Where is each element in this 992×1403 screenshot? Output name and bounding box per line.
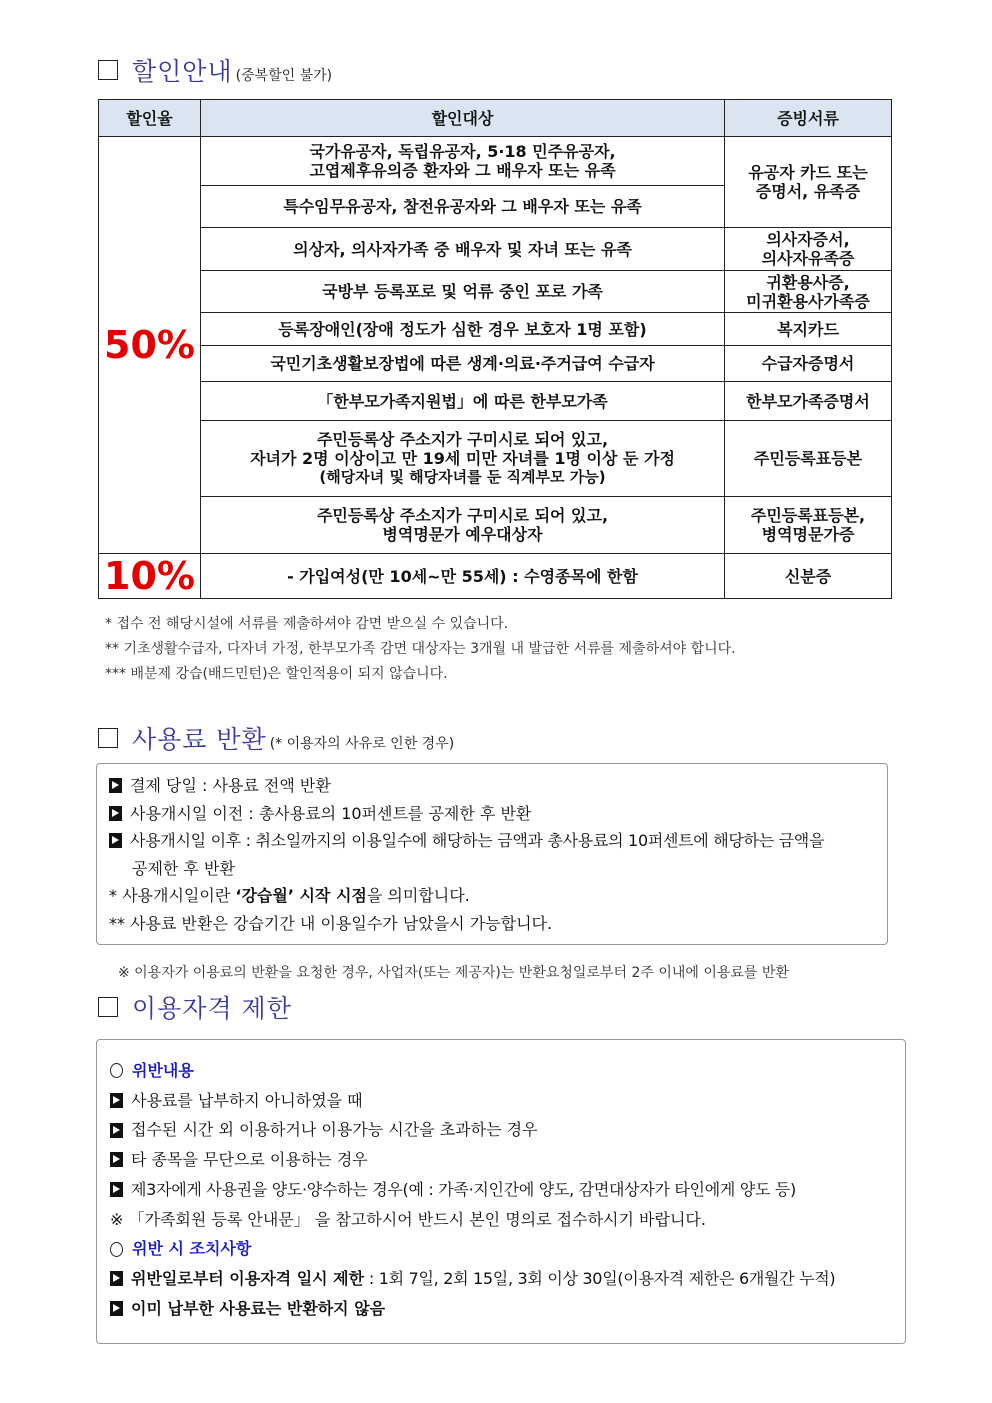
arrow-bullet-icon <box>109 833 122 848</box>
table-row <box>99 382 892 421</box>
table-row <box>99 554 892 599</box>
arrow-bullet-icon <box>109 778 122 793</box>
doc-cell: 주민등록표등본, 병역명문가증 <box>725 497 892 554</box>
doc-cell: 유공자 카드 또는 증명서, 유족증 <box>725 137 892 228</box>
arrow-bullet-icon <box>110 1271 123 1286</box>
rate-10: 10% <box>99 554 201 599</box>
violation-item: 제3자에게 사용권을 양도·양수하는 경우(예 : 가족·지인간에 양도, 감면대상자가 타인에게 양도 등) <box>110 1175 835 1205</box>
header-target: 할인대상 <box>201 100 725 137</box>
target-cell: 주민등록상 주소지가 구미시로 되어 있고, 자녀가 2명 이상이고 만 19세 미만 자녀를 1명 이상 둔 가정 (해당자녀 및 해당자녀를 둔 직계부모 가능) <box>201 421 725 497</box>
checkbox-square-icon <box>98 728 118 748</box>
doc-cell: 복지카드 <box>725 313 892 346</box>
table-row <box>99 346 892 382</box>
measure-item: 이미 납부한 사용료는 반환하지 않음 <box>110 1294 835 1324</box>
checkbox-square-icon <box>98 997 118 1017</box>
arrow-bullet-icon <box>110 1093 123 1108</box>
target-cell: 「한부모가족지원법」에 따른 한부모가족 <box>201 382 725 421</box>
target-cell: 국민기초생활보장법에 따른 생계·의료·주거급여 수급자 <box>201 346 725 382</box>
note: ** 기초생활수급자, 다자녀 가정, 한부모가족 감면 대상자는 3개월 내 발급한 서류를 제출하셔야 합니다. <box>105 641 736 657</box>
section-subtitle: (* 이용자의 사유로 인한 경우) <box>269 736 455 752</box>
checkbox-square-icon <box>98 60 118 80</box>
section-subtitle: (중복할인 불가) <box>235 68 333 84</box>
restrict-panel <box>96 1039 906 1344</box>
table-row <box>99 313 892 346</box>
doc-cell: 신분증 <box>725 554 892 599</box>
violation-item: 타 종목을 무단으로 이용하는 경우 <box>110 1145 835 1175</box>
discount-notes <box>105 612 736 687</box>
family-note: ※ 「가족회원 등록 안내문」 을 참고하시어 반드시 본인 명의로 접수하시기 바랍니다. <box>110 1209 706 1229</box>
circle-bullet-icon <box>110 1242 123 1257</box>
arrow-bullet-icon <box>110 1182 123 1197</box>
section-heading: 이용자격 제한 <box>132 994 292 1023</box>
refund-section-title <box>98 720 454 756</box>
table-row <box>99 497 892 554</box>
doc-cell: 의사자증서, 의사자유족증 <box>725 228 892 271</box>
violations-heading: 위반내용 <box>110 1056 835 1086</box>
header-rate: 할인율 <box>99 100 201 137</box>
refund-footnote: ※ 이용자가 이용료의 반환을 요청한 경우, 사업자(또는 제공자)는 반환요청일로부터 2주 이내에 이용료를 반환 <box>118 965 789 981</box>
target-cell: 의상자, 의사자가족 중 배우자 및 자녀 또는 유족 <box>201 228 725 271</box>
violation-item: 접수된 시간 외 이용하거나 이용가능 시간을 초과하는 경우 <box>110 1115 835 1145</box>
refund-panel <box>96 763 888 945</box>
target-cell: 특수임무유공자, 참전유공자와 그 배우자 또는 유족 <box>201 186 725 228</box>
doc-cell: 한부모가족증명서 <box>725 382 892 421</box>
violation-item: 사용료를 납부하지 아니하였을 때 <box>110 1086 835 1116</box>
note: *** 배분제 강습(배드민턴)은 할인적용이 되지 않습니다. <box>105 666 448 682</box>
doc-cell: 귀환용사증, 미귀환용사가족증 <box>725 271 892 313</box>
refund-item: 사용개시일 이전 : 총사용료의 10퍼센트를 공제한 후 반환 <box>109 800 884 828</box>
circle-bullet-icon <box>110 1063 123 1078</box>
arrow-bullet-icon <box>109 806 122 821</box>
doc-cell: 주민등록표등본 <box>725 421 892 497</box>
arrow-bullet-icon <box>110 1152 123 1167</box>
note: * 접수 전 해당시설에 서류를 제출하셔야 감면 받으실 수 있습니다. <box>105 616 509 632</box>
table-row <box>99 228 892 271</box>
target-cell: - 가입여성(만 10세~만 55세) : 수영종목에 한함 <box>201 554 725 599</box>
refund-item-continued: 공제한 후 반환 <box>132 858 235 878</box>
table-row <box>99 137 892 186</box>
refund-item: 사용개시일 이후 : 취소일까지의 이용일수에 해당하는 금액과 총사용료의 10퍼센트에 해당하는 금액을 <box>109 827 884 855</box>
refund-note: ** 사용료 반환은 강습기간 내 이용일수가 남았을시 가능합니다. <box>109 913 553 933</box>
table-row <box>99 421 892 497</box>
header-docs: 증빙서류 <box>725 100 892 137</box>
measures-heading: 위반 시 조치사항 <box>110 1234 835 1264</box>
refund-note: * 사용개시일이란 ‘강습월’ 시작 시점 을 의미합니다. <box>109 886 470 905</box>
arrow-bullet-icon <box>110 1123 123 1138</box>
section-heading: 할인안내 <box>132 57 233 86</box>
measure-item: 위반일로부터 이용자격 일시 제한 : 1회 7일, 2회 15일, 3회 이상 30일(이용자격 제한은 6개월간 누적) <box>110 1264 835 1294</box>
target-cell: 등록장애인(장애 정도가 심한 경우 보호자 1명 포함) <box>201 313 725 346</box>
target-cell: 국가유공자, 독립유공자, 5·18 민주유공자, 고엽제후유의증 환자와 그 배우자 또는 유족 <box>201 137 725 186</box>
restrict-section-title <box>98 989 292 1025</box>
discount-table <box>98 99 892 599</box>
rate-50: 50% <box>99 137 201 554</box>
table-row <box>99 271 892 313</box>
refund-item: 결제 당일 : 사용료 전액 반환 <box>109 772 884 800</box>
target-cell: 주민등록상 주소지가 구미시로 되어 있고, 병역명문가 예우대상자 <box>201 497 725 554</box>
discount-section-title <box>98 52 332 88</box>
arrow-bullet-icon <box>110 1301 123 1316</box>
section-heading: 사용료 반환 <box>132 725 267 754</box>
target-cell: 국방부 등록포로 및 억류 중인 포로 가족 <box>201 271 725 313</box>
doc-cell: 수급자증명서 <box>725 346 892 382</box>
table-header <box>99 100 892 137</box>
